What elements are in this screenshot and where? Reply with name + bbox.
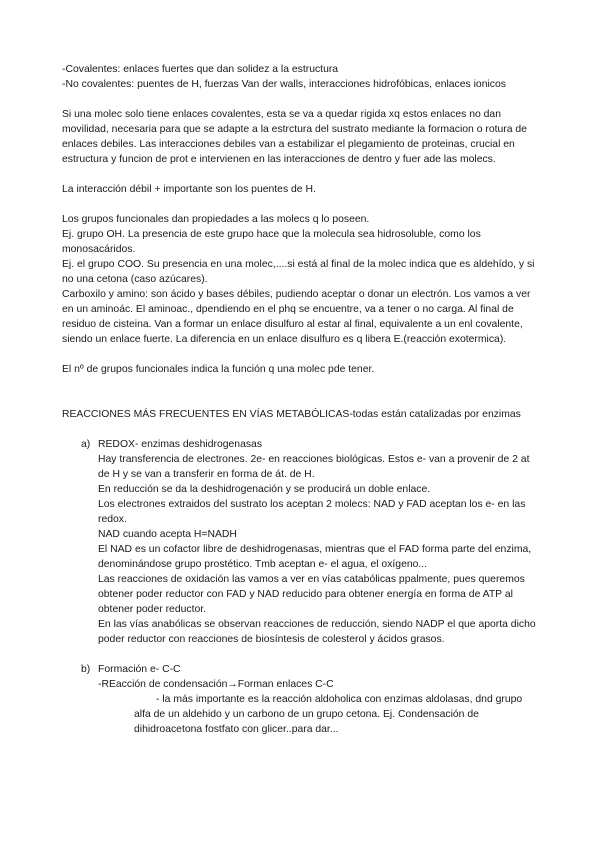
- list-item-line: Los electrones extraidos del sustrato los aceptan 2 molecs: NAD y FAD aceptan los e- en las redox.: [98, 499, 526, 525]
- sub-item-dash: -: [156, 694, 160, 705]
- list-item-line: Las reacciones de oxidación las vamos a ver en vías catabólicas ppalmente, pues queremos obtener poder reductor con FAD y NAD reducido para obtener energía en forma de ATP al obtener poder reductor.: [98, 574, 525, 615]
- paragraph-grupo-oh: Ej. grupo OH. La presencia de este grupo hace que la molecula sea hidrosoluble, como los monosacáridos.: [62, 229, 481, 255]
- list-marker: b): [81, 664, 91, 675]
- list-item-title: REDOX- enzimas deshidrogenasas: [98, 439, 263, 450]
- list-item-line: Hay transferencia de electrones. 2e- en reacciones biológicas. Estos e- van a provenir de 2 at de H y se van a transferir en forma de át. de H.: [98, 454, 530, 480]
- intro-line-covalentes: -Covalentes: enlaces fuertes que dan solidez a la estructura: [62, 64, 339, 75]
- list-item-formacion-cc: [62, 662, 542, 692]
- sub-item-rest: alfa de un aldehido y un carbono de un grupo cetona. Ej. Condensación de dihidroacetona fostfato con glicer..para dar...: [134, 709, 479, 735]
- list-marker: a): [81, 439, 91, 450]
- list-item-line: NAD cuando acepta H=NADH: [98, 529, 237, 540]
- paragraph-puentes-h: La interacción débil + importante son los puentes de H.: [62, 184, 316, 195]
- paragraph-grupo-coo: Ej. el grupo COO. Su presencia en una molec,....si está al final de la molec indica que es aldehído, y si no una cetona (caso azúcares).: [62, 259, 535, 285]
- paragraph-carboxilo-amino: Carboxilo y amino: son ácido y bases débiles, pudiendo aceptar o donar un electrón. Los vamos a ver en un aminoác. El aminoac., dpendiendo en el phq se encuentre, va a tener o no carga. Al final de residuo de cisteina. Van a formar un enlace disulfuro al estar al final, equivalente a un enl covalente, siendo un enlace fuerte. La diferencia en un enlace disulfuro es q libera E.(reacción exotermica).: [62, 289, 531, 345]
- section-title: REACCIONES MÁS FRECUENTES EN VÍAS METABÓLICAS-todas están catalizadas por enzimas: [62, 409, 521, 420]
- sub-item-first-line: [156, 692, 542, 707]
- sub-item-text: la más importante es la reacción aldoholica con enzimas aldolasas, dnd grupo: [162, 694, 523, 705]
- document-body: [62, 62, 542, 737]
- list-item-line: En reducción se da la deshidrogenación y se producirá un doble enlace.: [98, 484, 431, 495]
- paragraph-enlaces-debiles: Si una molec solo tiene enlaces covalentes, esta se va a quedar rigida xq estos enlaces no dan movilidad, necesaria para que se adapte a la estrctura del sustrato mediante la formacion o rotura de enlaces debiles. Las interacciones debiles van a estabilizar el plegamiento de proteinas, crucial en estructura y funcion de prot e intervienen en las interacciones de dentro y fuer ade las molecs.: [62, 109, 527, 165]
- list-item-line: -REacción de condensación→Forman enlaces C-C: [98, 679, 334, 690]
- sub-item-continuation: [62, 707, 542, 737]
- intro-line-no-covalentes: -No covalentes: puentes de H, fuerzas Van der walls, interacciones hidrofóbicas, enlaces ionicos: [62, 79, 506, 90]
- paragraph-grupos-funcionales: Los grupos funcionales dan propiedades a las molecs q lo poseen.: [62, 214, 370, 225]
- list-item-line: El NAD es un cofactor libre de deshidrogenasas, mientras que el FAD forma parte del enzima, denominándose grupo prostético. Tmb aceptan e- el agua, el oxígeno...: [98, 544, 532, 570]
- sub-item-aldolica: [62, 692, 542, 707]
- paragraph-num-grupos: El nº de grupos funcionales indica la función q una molec pde tener.: [62, 364, 375, 375]
- list-item-line: En las vías anabólicas se observan reacciones de reducción, siendo NADP el que aporta dicho poder reductor con reacciones de biosíntesis de colesterol y ácidos grasos.: [98, 619, 536, 645]
- list-item-redox: [62, 437, 542, 647]
- list-item-title: Formación e- C-C: [98, 664, 181, 675]
